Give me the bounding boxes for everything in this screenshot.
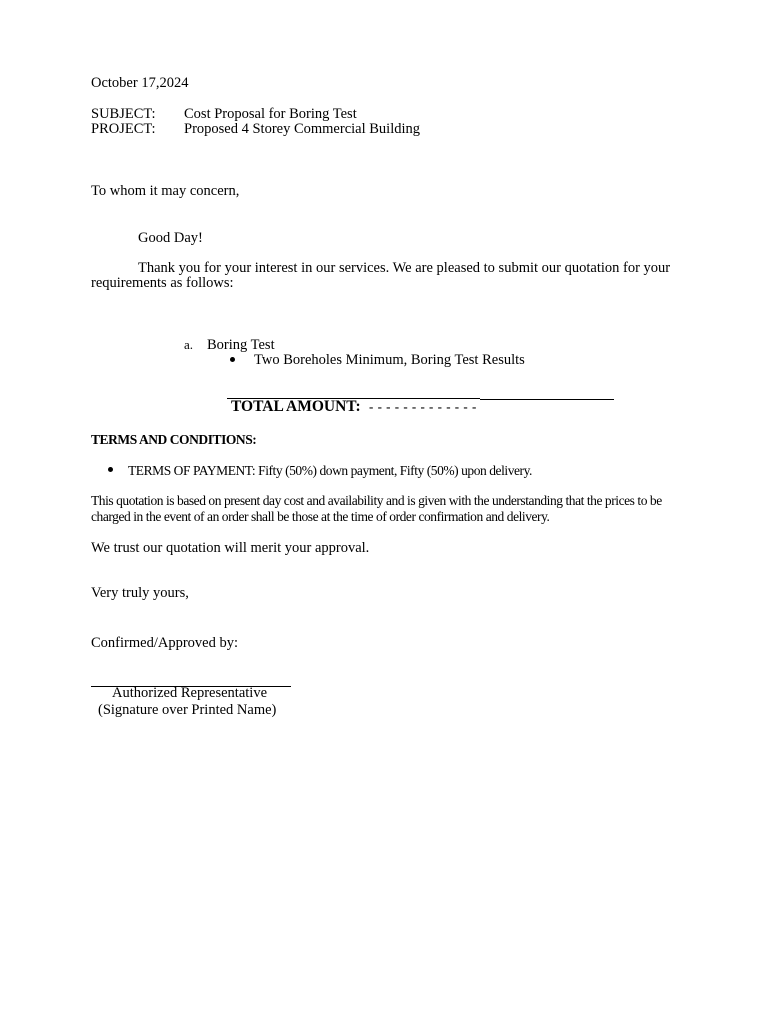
closing: Very truly yours,: [91, 585, 189, 601]
quotation-note-line-1: This quotation is based on present day cost and availability and is given with the understanding that the prices to be: [91, 493, 662, 508]
terms-heading: TERMS AND CONDITIONS:: [91, 432, 257, 447]
quotation-note-line-2: charged in the event of an order shall be those at the time of order confirmation and delivery.: [91, 509, 550, 524]
terms-payment: TERMS OF PAYMENT: Fifty (50%) down payment, Fifty (50%) upon delivery.: [128, 463, 532, 478]
item-detail: Two Boreholes Minimum, Boring Test Results: [254, 352, 525, 368]
total-amount-label: TOTAL AMOUNT:: [231, 398, 361, 415]
confirmed-approved-by: Confirmed/Approved by:: [91, 635, 238, 651]
subject-label: SUBJECT:: [91, 106, 156, 122]
total-rule-right: [480, 399, 614, 400]
signatory-title: Authorized Representative: [112, 685, 268, 701]
item-title: Boring Test: [207, 337, 275, 353]
trust-line: We trust our quotation will merit your approval.: [91, 540, 370, 556]
signatory-note: (Signature over Printed Name): [98, 702, 277, 718]
item-marker: a.: [184, 337, 194, 352]
subject-value: Cost Proposal for Boring Test: [184, 106, 357, 122]
intro-line-1: Thank you for your interest in our services. We are pleased to submit our quotation for your: [138, 260, 671, 276]
bullet-icon: [230, 357, 235, 362]
intro-line-2: requirements as follows:: [91, 275, 234, 291]
greeting: Good Day!: [138, 230, 203, 246]
project-label: PROJECT:: [91, 121, 156, 137]
letter-date: October 17,2024: [91, 75, 189, 91]
salutation: To whom it may concern,: [91, 183, 240, 199]
bullet-icon: [108, 467, 113, 472]
project-value: Proposed 4 Storey Commercial Building: [184, 121, 421, 137]
total-amount-value: - - - - - - - - - - - - -: [369, 399, 477, 414]
